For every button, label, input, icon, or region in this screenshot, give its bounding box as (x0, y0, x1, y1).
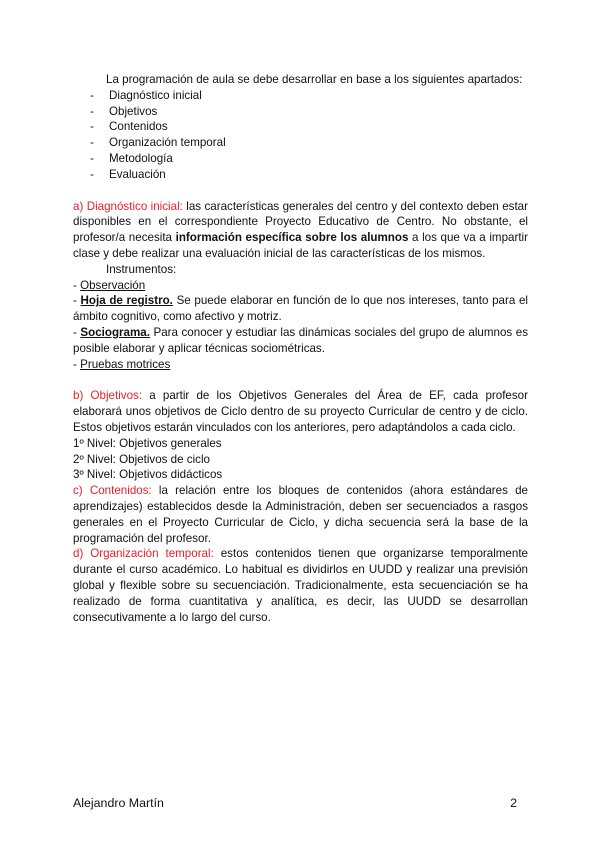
diagnostico-heading: a) Diagnóstico inicial: (73, 199, 183, 213)
nivel-item: 1º Nivel: Objetivos generales (73, 436, 222, 450)
document-body (73, 72, 528, 625)
organizacion-paragraph: d) Organización temporal: estos contenidos tienen que organizarse temporalmente durante el curso académico. Lo habitual es dividirlos en UUDD y realizar una previsión global y flexible sobre su secuenciación. Tradicionalmente, esta secuenciación se ha realizado de forma cuantitativa y analítica, es decir, las UUDD se desarrollan consecutivamente a lo largo del curso. (73, 547, 528, 624)
bold-phrase: información específica sobre los alumnos (175, 231, 409, 245)
nivel-item: 2º Nivel: Objetivos de ciclo (73, 452, 210, 466)
nivel-item: 3º Nivel: Objetivos didácticos (73, 468, 223, 482)
list-item: - Organización temporal (90, 136, 226, 150)
diagnostico-paragraph: a) Diagnóstico inicial: las características generales del centro y del contexto deben estar disponibles en el correspondiente Proyecto Educativo de Centro. No obstante, el profesor/a necesita información específica sobre los alumnos a los que va a impartir clase y debe realizar una evaluación inicial de las características de los mismos. (73, 199, 528, 260)
page-footer (73, 796, 517, 812)
intro-paragraph: La programación de aula se debe desarrollar en base a los siguientes apartados: (106, 73, 523, 86)
instrumento-sociograma: - Sociograma. Para conocer y estudiar las dinámicas sociales del grupo de alumnos es posible elaborar y aplicar técnicas sociométricas. (73, 325, 528, 355)
list-dash: - (90, 167, 94, 181)
instrumento-hoja-registro: - Hoja de registro. Se puede elaborar en función de lo que nos intereses, tanto para el ámbito cognitivo, como afectivo y motriz. (73, 294, 528, 324)
list-dash: - (90, 151, 94, 165)
list-dash: - (90, 136, 94, 150)
objetivos-paragraph: b) Objetivos: a partir de los Objetivos Generales del Área de EF, cada profesor elaborará unos objetivos de Ciclo dentro de su proyecto Curricular de centro y de ciclo. Estos objetivos estarán vinculados con los anteriores, pero adaptándolos a cada ciclo. (73, 389, 528, 434)
instrumentos-label: Instrumentos: (106, 262, 177, 276)
list-dash: - (90, 104, 94, 118)
list-item: - Diagnóstico inicial (90, 88, 202, 102)
list-dash: - (90, 120, 94, 134)
page-number: 2 (510, 796, 517, 810)
instrumento-pruebas: - Pruebas motrices (73, 357, 171, 371)
list-item: - Contenidos (90, 120, 168, 134)
objetivos-heading: b) Objetivos: (73, 389, 143, 403)
contenidos-paragraph: c) Contenidos: la relación entre los bloques de contenidos (ahora estándares de aprendizajes) establecidos desde la Administración, deben ser secuenciados a rasgos generales en el Proyecto Curricular de Ciclo, y dicha secuencia será la base de la programación del profesor. (73, 484, 528, 545)
apartados-list (73, 88, 528, 183)
list-item: - Evaluación (90, 167, 166, 181)
instrumento-observacion: - Observación (73, 278, 146, 292)
list-dash: - (90, 88, 94, 102)
list-item: - Objetivos (90, 104, 158, 118)
organizacion-heading: d) Organización temporal: (73, 547, 214, 561)
footer-author: Alejandro Martín (73, 796, 164, 810)
list-item: - Metodología (90, 151, 173, 165)
contenidos-heading: c) Contenidos: (73, 484, 152, 498)
